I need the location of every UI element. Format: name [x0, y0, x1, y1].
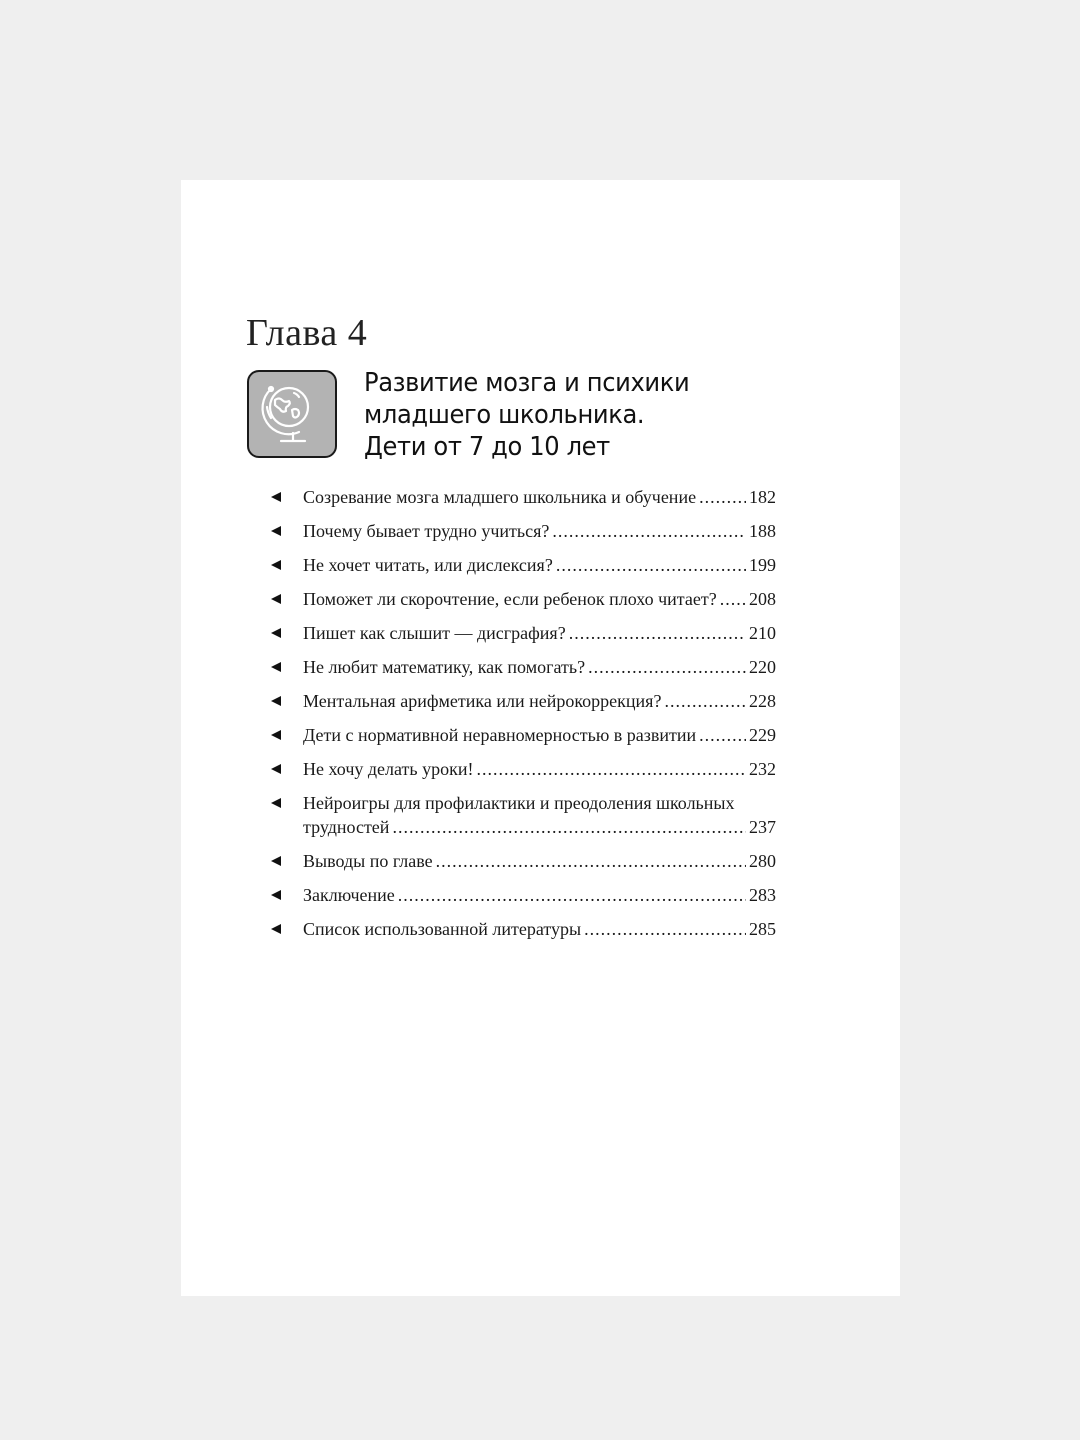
globe-icon: [259, 380, 325, 448]
toc-item: [271, 655, 776, 679]
chapter-title-line: младшего школьника.: [364, 400, 645, 430]
toc-item-title: Нейроигры для профилактики и преодоления школьных: [303, 793, 735, 813]
toc-item-page: 210: [749, 623, 776, 643]
toc-item-title: Поможет ли скорочтение, если ребенок плохо читает?: [303, 589, 717, 609]
toc-item-page: 199: [749, 555, 776, 575]
toc-item: [271, 587, 776, 611]
dot-leader: [398, 883, 746, 907]
toc-item-title: Заключение: [303, 885, 395, 905]
dot-leader: [664, 689, 746, 713]
table-of-contents: [271, 485, 776, 951]
triangle-bullet-icon: [271, 526, 281, 536]
toc-item: [271, 553, 776, 577]
triangle-bullet-icon: [271, 560, 281, 570]
toc-item-title: Созревание мозга младшего школьника и обучение: [303, 487, 697, 507]
toc-item: [271, 883, 776, 907]
triangle-bullet-icon: [271, 696, 281, 706]
toc-item-title: Список использованной литературы: [303, 919, 582, 939]
dot-leader: [720, 587, 746, 611]
toc-item-title: Ментальная арифметика или нейрокоррекция?: [303, 691, 662, 711]
toc-item-page: 228: [749, 691, 776, 711]
dot-leader: [556, 553, 746, 577]
toc-item-page: 208: [749, 589, 776, 609]
toc-item-title-continued: трудностей: [303, 817, 390, 837]
toc-item: [271, 689, 776, 713]
triangle-bullet-icon: [271, 492, 281, 502]
dot-leader: [699, 485, 746, 509]
toc-item-title: Выводы по главе: [303, 851, 433, 871]
chapter-title-line: Развитие мозга и психики: [364, 368, 690, 398]
toc-item: [271, 723, 776, 747]
toc-item: [271, 849, 776, 873]
toc-item-title: Почему бывает трудно учиться?: [303, 521, 550, 541]
triangle-bullet-icon: [271, 628, 281, 638]
toc-item-page: 237: [749, 817, 776, 837]
toc-item-page: 232: [749, 759, 776, 779]
toc-item-title: Не хочу делать уроки!: [303, 759, 474, 779]
chapter-icon-box: [247, 370, 337, 458]
dot-leader: [569, 621, 746, 645]
dot-leader: [584, 917, 746, 941]
dot-leader: [477, 757, 747, 781]
dot-leader: [392, 815, 746, 839]
toc-item-page: 229: [749, 725, 776, 745]
toc-item-page: 220: [749, 657, 776, 677]
triangle-bullet-icon: [271, 662, 281, 672]
dot-leader: [436, 849, 746, 873]
dot-leader: [588, 655, 746, 679]
toc-item-page: 283: [749, 885, 776, 905]
dot-leader: [699, 723, 746, 747]
toc-item-title: Не хочет читать, или дислексия?: [303, 555, 553, 575]
book-page: [181, 180, 900, 1296]
toc-item: [271, 757, 776, 781]
triangle-bullet-icon: [271, 890, 281, 900]
triangle-bullet-icon: [271, 798, 281, 808]
triangle-bullet-icon: [271, 856, 281, 866]
toc-item-page: 285: [749, 919, 776, 939]
triangle-bullet-icon: [271, 924, 281, 934]
toc-item: [271, 621, 776, 645]
triangle-bullet-icon: [271, 730, 281, 740]
chapter-label: Глава 4: [246, 312, 368, 354]
toc-item-page: 182: [749, 487, 776, 507]
toc-item: [271, 791, 776, 839]
toc-item-title: Не любит математику, как помогать?: [303, 657, 586, 677]
chapter-title-line: Дети от 7 до 10 лет: [364, 432, 610, 462]
toc-item: [271, 917, 776, 941]
triangle-bullet-icon: [271, 764, 281, 774]
chapter-title: [364, 367, 755, 463]
triangle-bullet-icon: [271, 594, 281, 604]
toc-item-title: Дети с нормативной неравномерностью в развитии: [303, 725, 697, 745]
toc-item: [271, 519, 776, 543]
toc-item-title: Пишет как слышит — дисграфия?: [303, 623, 566, 643]
toc-item-page: 188: [749, 521, 776, 541]
toc-item-page: 280: [749, 851, 776, 871]
toc-item: [271, 485, 776, 509]
dot-leader: [552, 519, 746, 543]
